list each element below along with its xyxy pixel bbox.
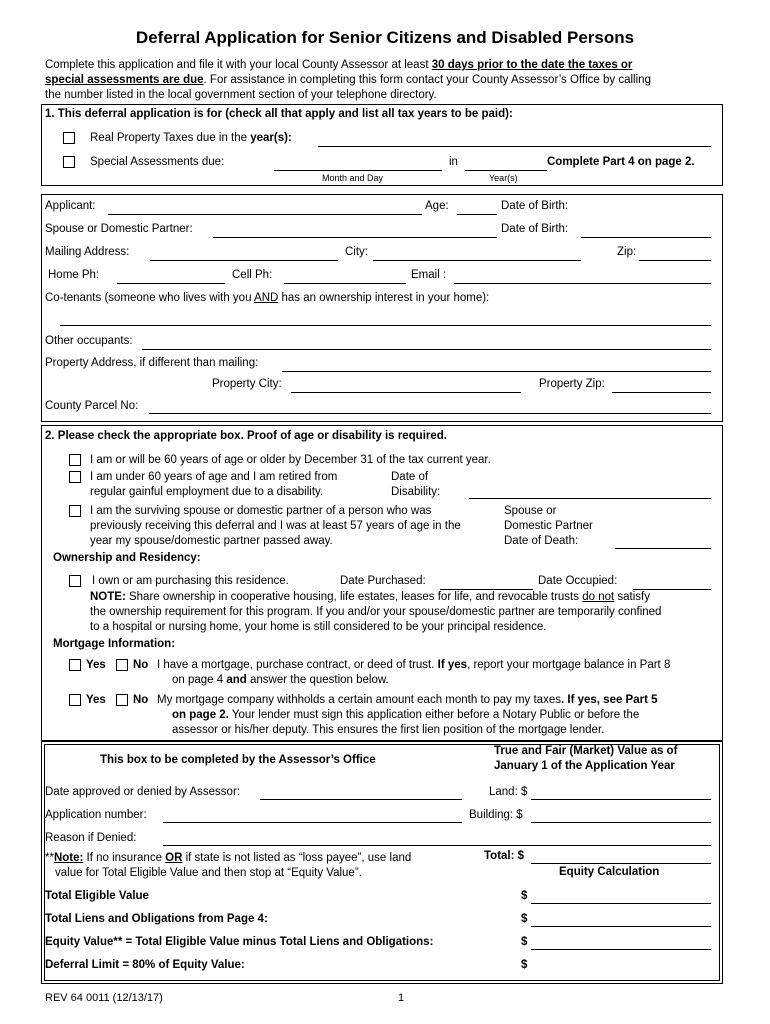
total-field[interactable] — [531, 863, 711, 864]
intro-line-1: Complete this application and file it with your local County Assessor at least 30 days prior to the date the taxes or — [45, 59, 633, 71]
surviving-spouse-line-2: previously receiving this deferral and I was at least 57 years of age in the — [90, 520, 461, 532]
total-liens-field[interactable] — [531, 926, 711, 927]
mortgage-yes-checkbox[interactable] — [69, 659, 81, 671]
property-city-field[interactable] — [291, 392, 521, 393]
age-60-checkbox[interactable] — [69, 454, 81, 466]
surviving-spouse-line-3: year my spouse/domestic partner passed away. — [90, 535, 333, 547]
note-line-3: to a hospital or nursing home, your home is still considered to be your principal residence. — [90, 621, 547, 633]
date-occupied-field[interactable] — [633, 589, 711, 590]
land-field[interactable] — [531, 799, 711, 800]
years-caption: Year(s) — [489, 173, 518, 183]
withhold-no-label: No — [133, 694, 149, 706]
date-of-disability-label-2: Disability: — [391, 486, 441, 498]
date-purchased-field[interactable] — [440, 589, 533, 590]
cotenants-label: Co-tenants (someone who lives with you AND has an ownership interest in your home): — [45, 292, 490, 304]
spouse-dod-label-1: Spouse or — [504, 505, 557, 517]
land-label: Land: $ — [489, 786, 528, 798]
reason-denied-field[interactable] — [163, 845, 711, 846]
tlo-dollar: $ — [521, 913, 528, 925]
in-label: in — [449, 156, 458, 168]
dl-dollar: $ — [521, 959, 528, 971]
withhold-no-checkbox[interactable] — [116, 694, 128, 706]
disability-line-2: regular gainful employment due to a disability. — [90, 486, 324, 498]
withhold-yes-label: Yes — [86, 694, 106, 706]
section-2-heading: 2. Please check the appropriate box. Proof of age or disability is required. — [45, 430, 447, 442]
note-line-1: NOTE: Share ownership in cooperative housing, life estates, leases for life, and revocable trusts do not satisfy — [90, 591, 650, 603]
surviving-spouse-line-1: I am the surviving spouse or domestic partner of a person who was — [90, 505, 432, 517]
mortgage-line-2: on page 4 and answer the question below. — [172, 674, 389, 686]
real-property-checkbox[interactable] — [63, 132, 75, 144]
property-zip-field[interactable] — [612, 392, 711, 393]
date-purchased-label: Date Purchased: — [340, 575, 426, 587]
note-line-2: the ownership requirement for this program. If you and/or your spouse/domestic partner are temporarily confined — [90, 606, 662, 618]
date-approved-label: Date approved or denied by Assessor: — [45, 786, 240, 798]
own-residence-label: I own or am purchasing this residence. — [92, 575, 289, 587]
real-property-years-field[interactable] — [318, 146, 711, 147]
total-liens-label: Total Liens and Obligations from Page 4: — [45, 913, 268, 925]
years-field[interactable] — [465, 170, 547, 171]
zip-label: Zip: — [617, 246, 637, 258]
deferral-limit-label: Deferral Limit = 80% of Equity Value: — [45, 959, 245, 971]
month-day-field[interactable] — [274, 170, 442, 171]
reason-denied-label: Reason if Denied: — [45, 832, 137, 844]
withhold-line-3: assessor or his/her deputy. This ensures the first lien position of the mortgage lender. — [172, 724, 605, 736]
cell-phone-field[interactable] — [284, 283, 406, 284]
complete-part-4-note: Complete Part 4 on page 2. — [547, 156, 695, 168]
assessor-note-line-1: **Note: If no insurance OR if state is not listed as “loss payee”, use land — [45, 852, 412, 864]
mailing-field[interactable] — [150, 260, 338, 261]
spouse-field[interactable] — [213, 237, 497, 238]
parcel-label: County Parcel No: — [45, 400, 139, 412]
dob-label: Date of Birth: — [501, 200, 569, 212]
other-occupants-field[interactable] — [142, 349, 711, 350]
equity-value-field[interactable] — [531, 949, 711, 950]
applicant-label: Applicant: — [45, 200, 96, 212]
home-phone-field[interactable] — [117, 283, 225, 284]
spouse-label: Spouse or Domestic Partner: — [45, 223, 193, 235]
month-day-caption: Month and Day — [322, 173, 384, 183]
application-number-label: Application number: — [45, 809, 147, 821]
section-1-heading: 1. This deferral application is for (check all that apply and list all tax years to be paid): — [45, 108, 513, 120]
equity-value-label: Equity Value** = Total Eligible Value minus Total Liens and Obligations: — [45, 936, 434, 948]
property-city-label: Property City: — [212, 378, 282, 390]
zip-field[interactable] — [639, 260, 711, 261]
ev-dollar: $ — [521, 936, 528, 948]
form-revision: REV 64 0011 (12/13/17) — [45, 992, 163, 1004]
ownership-heading: Ownership and Residency: — [53, 552, 201, 564]
date-of-death-field[interactable] — [615, 548, 711, 549]
age-label: Age: — [425, 200, 449, 212]
special-assessments-label: Special Assessments due: — [90, 156, 225, 168]
total-label: Total: $ — [484, 850, 525, 862]
application-number-field[interactable] — [163, 822, 462, 823]
total-eligible-value-label: Total Eligible Value — [45, 890, 149, 902]
other-occupants-label: Other occupants: — [45, 335, 133, 347]
age-field[interactable] — [457, 214, 497, 215]
withhold-yes-checkbox[interactable] — [69, 694, 81, 706]
date-occupied-label: Date Occupied: — [538, 575, 618, 587]
tev-dollar: $ — [521, 890, 528, 902]
intro-line-3: the number listed in the local government section of your telephone directory. — [45, 89, 437, 101]
page-title: Deferral Application for Senior Citizens and Disabled Persons — [135, 28, 635, 47]
disability-line-1: I am under 60 years of age and I am retired from — [90, 471, 338, 483]
parcel-field[interactable] — [149, 413, 711, 414]
assessor-note-line-2: value for Total Eligible Value and then stop at “Equity Value”. — [55, 867, 362, 879]
applicant-field[interactable] — [108, 214, 422, 215]
email-field[interactable] — [454, 283, 711, 284]
home-phone-label: Home Ph: — [48, 269, 100, 281]
property-address-field[interactable] — [282, 371, 711, 372]
mortgage-no-checkbox[interactable] — [116, 659, 128, 671]
real-property-label: Real Property Taxes due in the year(s): — [90, 132, 292, 144]
property-zip-label: Property Zip: — [539, 378, 605, 390]
disability-checkbox[interactable] — [69, 471, 81, 483]
intro-line-2: special assessments are due. For assistance in completing this form contact your County Assessor’s Office by calling — [45, 74, 651, 86]
equity-calculation-heading: Equity Calculation — [559, 866, 660, 878]
cotenants-field[interactable] — [60, 325, 711, 326]
mortgage-heading: Mortgage Information: — [53, 638, 176, 650]
withhold-line-1: My mortgage company withholds a certain amount each month to pay my taxes. If yes, see Part 5 — [157, 694, 658, 706]
mailing-label: Mailing Address: — [45, 246, 130, 258]
date-of-disability-label-1: Date of — [391, 471, 429, 483]
cell-phone-label: Cell Ph: — [232, 269, 273, 281]
special-assessments-checkbox[interactable] — [63, 156, 75, 168]
city-label: City: — [345, 246, 368, 258]
property-address-label: Property Address, if different than mailing: — [45, 357, 259, 369]
building-field[interactable] — [531, 822, 711, 823]
email-label: Email : — [411, 269, 447, 281]
spouse-dod-label-3: Date of Death: — [504, 535, 579, 547]
spouse-dob-label: Date of Birth: — [501, 223, 569, 235]
mortgage-no-label: No — [133, 659, 149, 671]
date-of-disability-field[interactable] — [469, 498, 711, 499]
tfv-line-1: True and Fair (Market) Value as of — [494, 745, 678, 757]
mortgage-line-1: I have a mortgage, purchase contract, or deed of trust. If yes, report your mortgage balance in Part 8 — [157, 659, 671, 671]
city-field[interactable] — [373, 260, 581, 261]
mortgage-yes-label: Yes — [86, 659, 106, 671]
building-label: Building: $ — [469, 809, 523, 821]
page-number: 1 — [398, 992, 405, 1004]
spouse-dob-field[interactable] — [581, 237, 711, 238]
withhold-line-2: on page 2. Your lender must sign this application either before a Notary Public or before the — [172, 709, 640, 721]
total-eligible-value-field[interactable] — [531, 903, 711, 904]
spouse-dod-label-2: Domestic Partner — [504, 520, 593, 532]
surviving-spouse-checkbox[interactable] — [69, 505, 81, 517]
assessor-heading: This box to be completed by the Assessor’s Office — [100, 754, 376, 766]
date-approved-field[interactable] — [260, 799, 462, 800]
own-residence-checkbox[interactable] — [69, 575, 81, 587]
age-60-label: I am or will be 60 years of age or older by December 31 of the tax current year. — [90, 454, 491, 466]
tfv-line-2: January 1 of the Application Year — [494, 760, 675, 772]
